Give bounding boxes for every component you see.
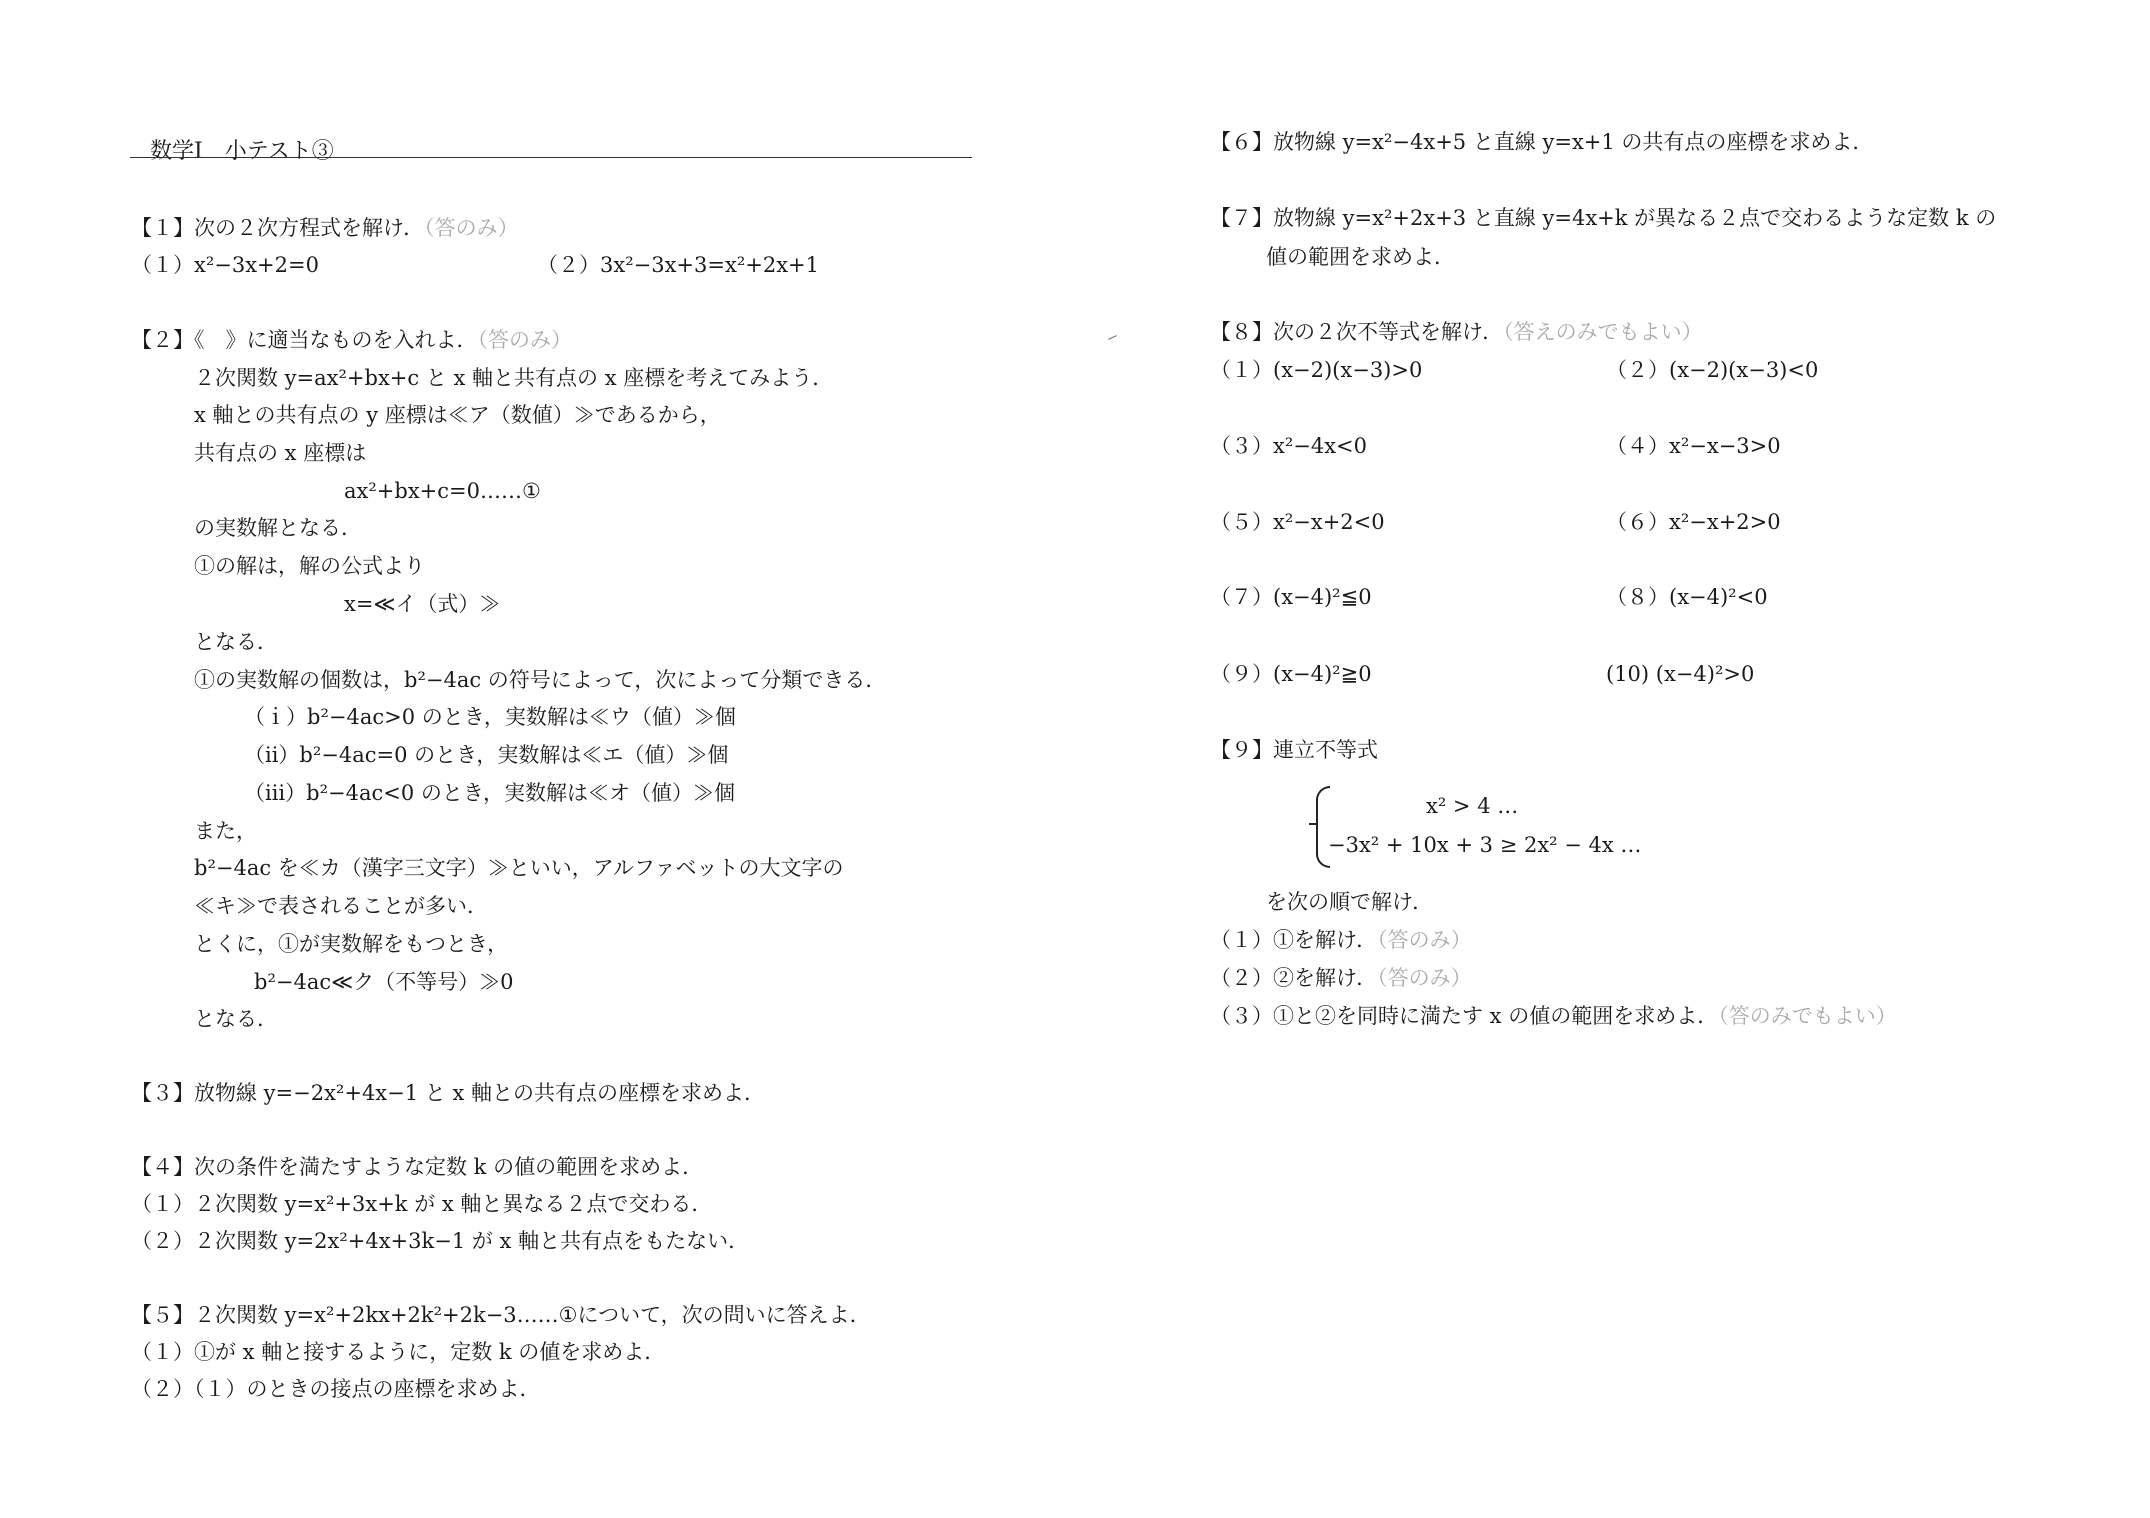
q5-part1: （１）①が x 軸と接するように，定数 k の値を求めよ． (131, 1340, 666, 1364)
q2-line: また， (194, 819, 257, 843)
q7-heading: 【７】放物線 y=x²+2x+3 と直線 y=4x+k が異なる２点で交わるような定数 k の (1210, 206, 1997, 230)
q8-item: （７）(x−4)²≦0 (1210, 585, 1372, 609)
q2-line: となる． (194, 630, 278, 654)
q4-heading: 【４】次の条件を満たすような定数 k の値の範囲を求めよ． (131, 1155, 704, 1179)
q2-condition: b²−4ac≪ク（不等号）≫0 (254, 970, 514, 994)
q8-item: （９）(x−4)²≧0 (1210, 662, 1372, 686)
q2-line: b²−4ac を≪カ（漢字三文字）≫といい，アルファベットの大文字の (194, 856, 844, 880)
q2-line: 共有点の x 座標は (194, 441, 367, 465)
q2-equation: ax²+bx+c=0……① (344, 479, 541, 503)
q1-heading: 【１】次の２次方程式を解け．（答のみ） (131, 216, 519, 240)
q8-item: （２）(x−2)(x−3)<0 (1606, 358, 1819, 382)
q9-line: を次の順で解け． (1266, 890, 1434, 914)
q8-item: （８）(x−4)²<0 (1606, 585, 1768, 609)
q4-part2: （２）２次関数 y=2x²+4x+3k−1 が x 軸と共有点をもたない． (131, 1229, 750, 1253)
q5-part2: （２）（１）のときの接点の座標を求めよ． (131, 1377, 541, 1401)
q2-line: x 軸との共有点の y 座標は≪ア（数値）≫であるから， (194, 403, 721, 427)
q4-part1: （１）２次関数 y=x²+3x+k が x 軸と異なる２点で交わる． (131, 1192, 713, 1216)
q2-line: ①の実数解の個数は，b²−4ac の符号によって，次によって分類できる． (194, 668, 887, 692)
system-brace-tip (1309, 823, 1318, 825)
q9-inequality-2: −3x² + 10x + 3 ≥ 2x² − 4x … (1328, 833, 1642, 857)
q2-line: となる． (194, 1007, 278, 1031)
q8-heading: 【８】次の２次不等式を解け．（答えのみでもよい） (1210, 320, 1703, 344)
q8-item: (10) (x−4)²>0 (1606, 662, 1755, 686)
q9-part1: （１）①を解け．（答のみ） (1210, 928, 1472, 952)
q5-heading: 【５】２次関数 y=x²+2kx+2k²+2k−3……①について，次の問いに答えよ． (131, 1303, 871, 1327)
q3-heading: 【３】放物線 y=−2x²+4x−1 と x 軸との共有点の座標を求めよ． (131, 1081, 765, 1105)
q1-part1: （１）x²−3x+2=0 (131, 253, 319, 277)
q2-line: ①の解は，解の公式より (194, 554, 425, 578)
q2-case-iii: （ⅲ）b²−4ac<0 のとき，実数解は≪オ（値）≫個 (244, 781, 736, 805)
q9-part3: （３）①と②を同時に満たす x の値の範囲を求めよ．（答のみでもよい） (1210, 1004, 1897, 1028)
q2-line: の実数解となる． (194, 516, 362, 540)
q2-case-i: （ｉ）b²−4ac>0 のとき，実数解は≪ウ（値）≫個 (244, 705, 736, 729)
test-title: 数学Ⅰ 小テスト③ (150, 139, 334, 164)
q2-line: ２次関数 y=ax²+bx+c と x 軸と共有点の x 座標を考えてみよう． (194, 366, 834, 390)
q8-item: （５）x²−x+2<0 (1210, 510, 1385, 534)
stray-mark (1108, 335, 1117, 340)
q8-item: （１）(x−2)(x−3)>0 (1210, 358, 1423, 382)
q6-heading: 【６】放物線 y=x²−4x+5 と直線 y=x+1 の共有点の座標を求めよ． (1210, 130, 1874, 154)
q2-case-ii: （ⅱ）b²−4ac=0 のとき，実数解は≪エ（値）≫個 (244, 743, 729, 767)
q8-item: （３）x²−4x<0 (1210, 434, 1368, 458)
q9-part2: （２）②を解け．（答のみ） (1210, 966, 1472, 990)
q2-line: とくに，①が実数解をもつとき， (194, 932, 509, 956)
q8-item: （４）x²−x−3>0 (1606, 434, 1781, 458)
title-underline (130, 157, 972, 158)
q8-item: （６）x²−x+2>0 (1606, 510, 1781, 534)
q2-heading: 【２】《 》に適当なものを入れよ．（答のみ） (131, 328, 572, 352)
q2-line: ≪キ≫で表されることが多い． (194, 894, 488, 918)
q9-heading: 【９】連立不等式 (1210, 738, 1378, 762)
q9-inequality-1: x² > 4 … (1426, 794, 1519, 818)
q1-part2: （２）3x²−3x+3=x²+2x+1 (537, 253, 819, 277)
q2-formula: x=≪イ（式）≫ (344, 592, 501, 616)
q7-line: 値の範囲を求めよ． (1266, 245, 1455, 269)
